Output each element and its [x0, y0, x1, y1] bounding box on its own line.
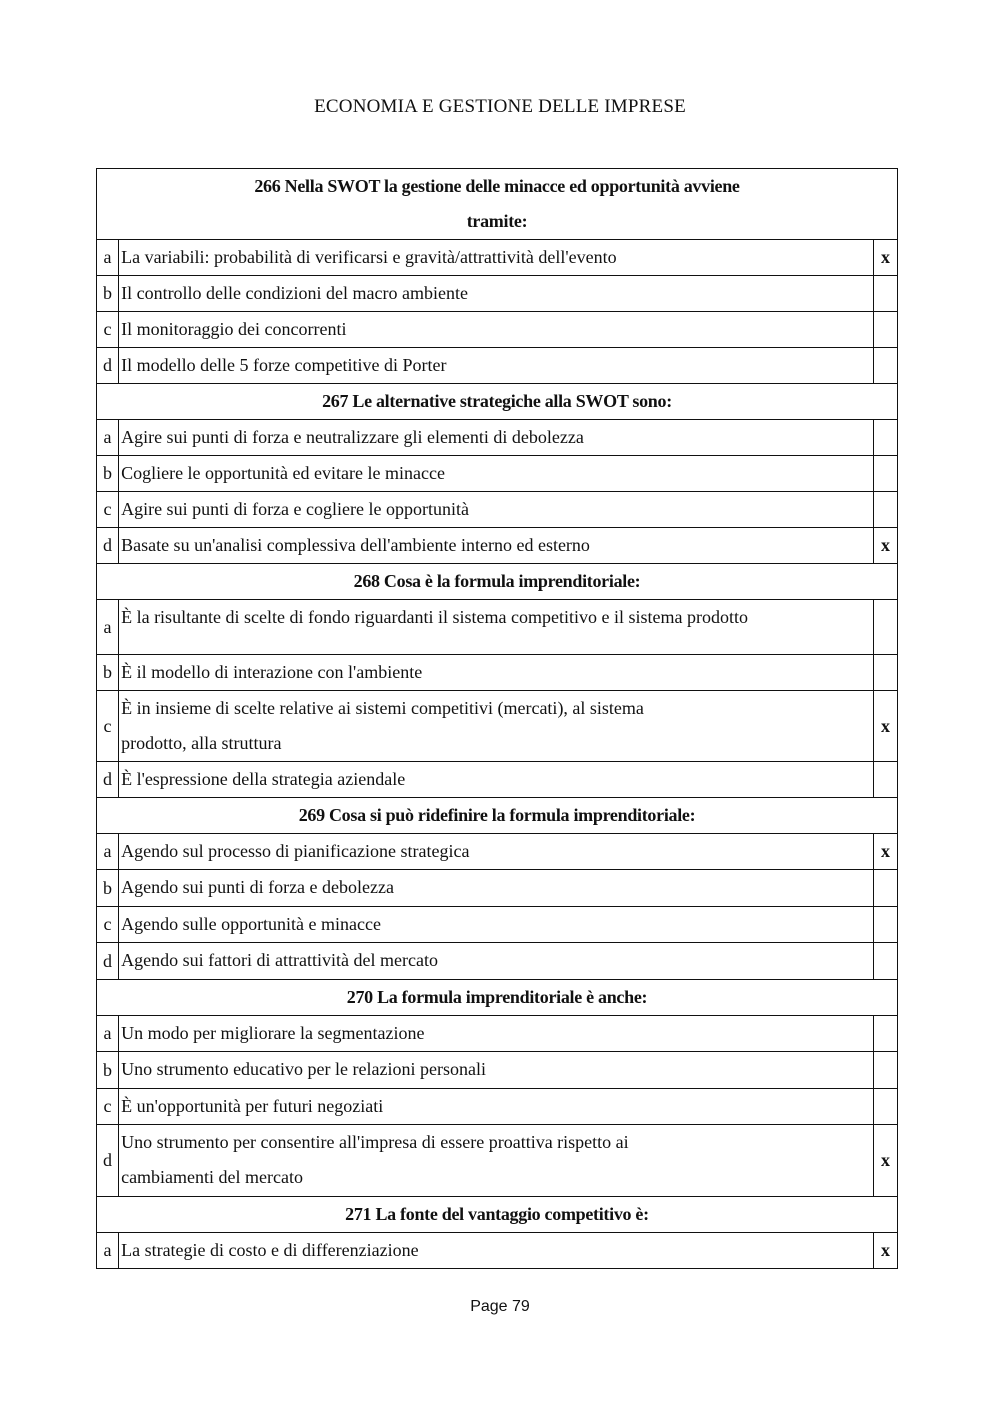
- answer-letter: d: [97, 348, 119, 384]
- answer-text: Agire sui punti di forza e neutralizzare gli elementi di debolezza: [119, 420, 874, 456]
- correct-answer-mark: [873, 762, 897, 798]
- correct-answer-mark: x: [873, 1233, 897, 1269]
- answer-row: [97, 1052, 898, 1089]
- page-number: Page 79: [470, 1298, 530, 1315]
- answer-row: [97, 762, 898, 798]
- question-text: 271 La fonte del vantaggio competitivo è:: [97, 1197, 898, 1233]
- answer-letter: b: [97, 276, 119, 312]
- correct-answer-mark: [873, 1052, 897, 1089]
- correct-answer-mark: [873, 600, 897, 655]
- answer-row: [97, 907, 898, 943]
- question-row: [97, 564, 898, 600]
- answer-row: [97, 1125, 898, 1197]
- question-row: [97, 169, 898, 240]
- correct-answer-mark: [873, 348, 897, 384]
- question-text: 268 Cosa è la formula imprenditoriale:: [97, 564, 898, 600]
- answer-text: Basate su un'analisi complessiva dell'ambiente interno ed esterno: [119, 528, 874, 564]
- answer-text: È la risultante di scelte di fondo riguardanti il sistema competitivo e il sistema prodotto: [119, 600, 874, 655]
- answer-letter: a: [97, 834, 119, 870]
- answer-letter: a: [97, 600, 119, 655]
- answer-letter: c: [97, 492, 119, 528]
- question-row: [97, 1197, 898, 1233]
- answer-text: È l'espressione della strategia aziendale: [119, 762, 874, 798]
- correct-answer-mark: x: [873, 691, 897, 762]
- answer-row: [97, 870, 898, 907]
- answer-text: Uno strumento educativo per le relazioni personali: [119, 1052, 874, 1089]
- correct-answer-mark: x: [873, 834, 897, 870]
- answer-text: Agire sui punti di forza e cogliere le opportunità: [119, 492, 874, 528]
- answer-row: [97, 420, 898, 456]
- answer-row: [97, 1016, 898, 1052]
- answer-text: Agendo sul processo di pianificazione strategica: [119, 834, 874, 870]
- answer-letter: c: [97, 907, 119, 943]
- answer-text: La variabili: probabilità di verificarsi e gravità/attrattività dell'evento: [119, 240, 874, 276]
- answer-text: Uno strumento per consentire all'impresa di essere proattiva rispetto ai cambiamenti del mercato: [119, 1125, 874, 1197]
- answer-text: È in insieme di scelte relative ai sistemi competitivi (mercati), al sistema prodotto, alla struttura: [119, 691, 874, 762]
- answer-text: È il modello di interazione con l'ambiente: [119, 655, 874, 691]
- answer-row: [97, 943, 898, 980]
- answer-row: [97, 456, 898, 492]
- answer-letter: a: [97, 240, 119, 276]
- answer-letter: d: [97, 528, 119, 564]
- answer-letter: b: [97, 456, 119, 492]
- answer-text: Il controllo delle condizioni del macro ambiente: [119, 276, 874, 312]
- question-row: [97, 384, 898, 420]
- answer-row: [97, 600, 898, 655]
- correct-answer-mark: [873, 655, 897, 691]
- correct-answer-mark: [873, 276, 897, 312]
- answer-letter: b: [97, 870, 119, 907]
- question-row: [97, 798, 898, 834]
- quiz-table-body: [97, 169, 898, 1269]
- question-text: 267 Le alternative strategiche alla SWOT sono:: [97, 384, 898, 420]
- answer-text: Un modo per migliorare la segmentazione: [119, 1016, 874, 1052]
- answer-row: [97, 348, 898, 384]
- answer-text: Agendo sulle opportunità e minacce: [119, 907, 874, 943]
- question-text: 270 La formula imprenditoriale è anche:: [97, 980, 898, 1016]
- answer-letter: d: [97, 1125, 119, 1197]
- answer-text: Agendo sui punti di forza e debolezza: [119, 870, 874, 907]
- correct-answer-mark: x: [873, 528, 897, 564]
- answer-letter: c: [97, 312, 119, 348]
- correct-answer-mark: [873, 943, 897, 980]
- answer-text: Cogliere le opportunità ed evitare le minacce: [119, 456, 874, 492]
- answer-text: Il monitoraggio dei concorrenti: [119, 312, 874, 348]
- correct-answer-mark: x: [873, 1125, 897, 1197]
- answer-row: [97, 492, 898, 528]
- answer-row: [97, 528, 898, 564]
- answer-row: [97, 655, 898, 691]
- question-row: [97, 980, 898, 1016]
- answer-letter: b: [97, 655, 119, 691]
- correct-answer-mark: [873, 870, 897, 907]
- correct-answer-mark: [873, 1089, 897, 1125]
- correct-answer-mark: x: [873, 240, 897, 276]
- answer-letter: d: [97, 762, 119, 798]
- question-text: 266 Nella SWOT la gestione delle minacce ed opportunità avviene tramite:: [97, 169, 898, 240]
- quiz-table: [96, 168, 898, 1269]
- answer-row: [97, 691, 898, 762]
- answer-text: La strategie di costo e di differenziazione: [119, 1233, 874, 1269]
- answer-text: Agendo sui fattori di attrattività del mercato: [119, 943, 874, 980]
- correct-answer-mark: [873, 420, 897, 456]
- answer-letter: a: [97, 420, 119, 456]
- answer-row: [97, 834, 898, 870]
- question-text: 269 Cosa si può ridefinire la formula imprenditoriale:: [97, 798, 898, 834]
- correct-answer-mark: [873, 492, 897, 528]
- answer-row: [97, 1089, 898, 1125]
- answer-row: [97, 1233, 898, 1269]
- answer-row: [97, 276, 898, 312]
- answer-letter: a: [97, 1016, 119, 1052]
- document-title: ECONOMIA E GESTIONE DELLE IMPRESE: [314, 96, 686, 117]
- answer-row: [97, 240, 898, 276]
- answer-row: [97, 312, 898, 348]
- answer-text: È un'opportunità per futuri negoziati: [119, 1089, 874, 1125]
- correct-answer-mark: [873, 456, 897, 492]
- answer-letter: c: [97, 691, 119, 762]
- answer-letter: b: [97, 1052, 119, 1089]
- answer-letter: d: [97, 943, 119, 980]
- correct-answer-mark: [873, 907, 897, 943]
- correct-answer-mark: [873, 1016, 897, 1052]
- answer-letter: c: [97, 1089, 119, 1125]
- answer-letter: a: [97, 1233, 119, 1269]
- answer-text: Il modello delle 5 forze competitive di Porter: [119, 348, 874, 384]
- correct-answer-mark: [873, 312, 897, 348]
